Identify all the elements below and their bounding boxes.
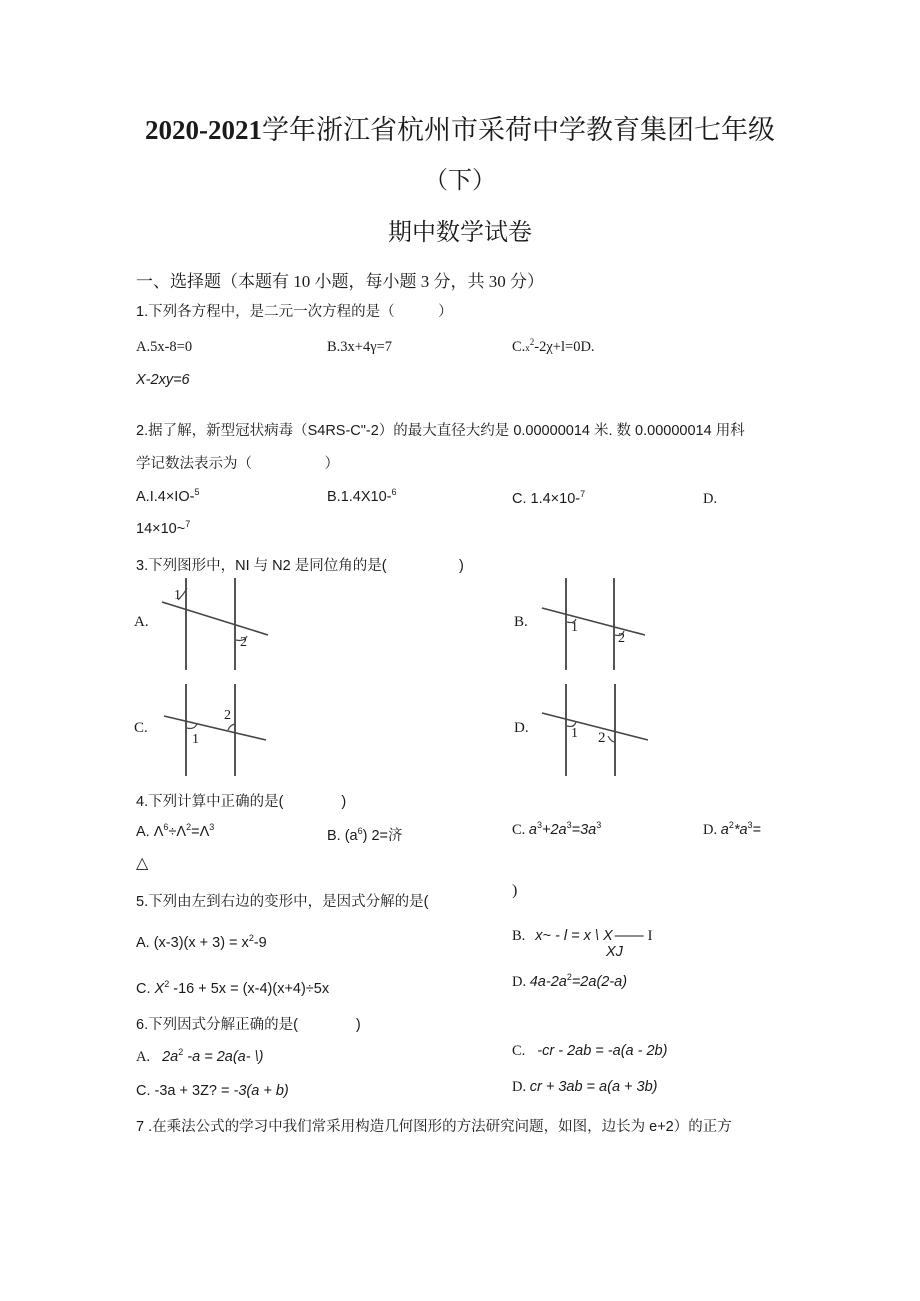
exponent: 2 [186, 822, 192, 832]
question-6-option-d [512, 1079, 658, 1096]
math-expr: -a = 2a(a- \) [183, 1049, 264, 1065]
question-2-option-b [327, 489, 397, 505]
option-label: D. [703, 822, 721, 838]
math-expr: a [528, 822, 537, 838]
question-5-stem: 5.下列由左到右边的变形中，是因式分解的是( [136, 894, 429, 910]
math-expr: 4a-2a [529, 974, 567, 990]
option-label: D. [512, 1079, 530, 1095]
math-expr: I [647, 928, 653, 944]
question-1-option-d: X-2xy=6 [136, 372, 190, 388]
math-expr: a [720, 822, 729, 838]
question-5-option-d [512, 974, 627, 991]
exponent: 3 [566, 820, 572, 830]
exponent: 3 [747, 820, 753, 830]
math-expr: X [154, 981, 165, 997]
exponent: 2 [178, 1047, 184, 1057]
question-5-stem-close: ) [512, 882, 518, 899]
math-expr: 14×10~ [136, 521, 186, 537]
exponent: 7 [580, 489, 586, 499]
math-expr: =Λ [191, 824, 210, 840]
option-label: C. [136, 981, 155, 997]
math-expr: ÷Λ [168, 824, 187, 840]
angle-1-label: 1 [571, 620, 578, 635]
question-3-stem: 3.下列图形中，NI 与 N2 是同位角的是( ) [136, 558, 464, 574]
question-1-option-c [512, 339, 595, 356]
math-expr: cr + 3ab = a(a + 3b) [529, 1079, 658, 1095]
angle-2-label: 2 [618, 631, 625, 646]
exam-subtitle-name: 期中数学试卷 [388, 220, 532, 246]
exponent: 6 [391, 487, 397, 497]
exponent: 2 [566, 972, 572, 982]
angle-1-label: 1 [571, 726, 578, 741]
math-expr: -9 [253, 935, 267, 951]
question-4-option-d [703, 822, 761, 839]
exponent: 2 [728, 820, 734, 830]
math-expr: -3(a + b) [233, 1083, 289, 1099]
math-expr: +2a [542, 822, 567, 838]
exponent: 3 [537, 820, 543, 830]
exponent: 3 [596, 820, 602, 830]
figure-label: C. [134, 720, 148, 736]
exponent: 6 [163, 822, 169, 832]
math-expr: = [752, 822, 762, 838]
exponent: 7 [185, 519, 191, 529]
exponent: 2 [529, 337, 535, 347]
figure-d [514, 684, 654, 776]
exponent: 2 [248, 933, 254, 943]
question-6-option-c-second [136, 1083, 289, 1100]
exponent: 5 [194, 487, 200, 497]
question-2-stem-line2: 学记数法表示为（ ） [136, 456, 339, 472]
figure-a [136, 578, 276, 670]
math-expr: A. (x-3)(x + 3) = x [136, 935, 249, 951]
option-label: C. [512, 1043, 526, 1059]
figure-b [514, 578, 654, 670]
exponent: 3 [209, 822, 215, 832]
math-expr: B. (a [327, 828, 358, 844]
figure-label: A. [134, 614, 149, 630]
question-7-stem: 7 .在乘法公式的学习中我们常采用构造几何图形的方法研究问题，如图，边长为 e+2）的正方 [136, 1119, 732, 1135]
math-expr: C. -3a + 3Z? = [136, 1083, 234, 1099]
exam-title [0, 108, 920, 147]
exponent: 2 [164, 979, 170, 989]
math-expr: B.1.4X10- [327, 489, 392, 505]
option-label: C. [512, 822, 529, 838]
math-expr: *a [733, 822, 748, 838]
math-expr: =2a(2-a) [571, 974, 628, 990]
section-heading: 一、选择题（本题有 10 小题，每小题 3 分，共 30 分） [136, 272, 544, 291]
question-6-option-c-first [512, 1043, 667, 1060]
option-label: B. [512, 928, 526, 944]
question-2-option-d-label: D. [703, 491, 718, 507]
math-expr: C. 1.4×10- [512, 491, 581, 507]
question-1-option-a: A.5x-8=0 [136, 339, 193, 355]
question-2-option-a [136, 489, 199, 505]
question-5-option-b-subscript: XJ [606, 944, 623, 960]
question-5-option-b [512, 928, 653, 945]
option-label: D. [512, 974, 530, 990]
exam-title-year: 2020-2021 [145, 115, 262, 145]
math-expr: -cr - 2ab = -a(a - 2b) [537, 1043, 668, 1059]
angle-1-label: 1 [192, 732, 199, 747]
math-expr: -16 + 5x = (x-4)(x+4)÷5x [169, 981, 330, 997]
question-1-stem: 1.下列各方程中，是二元一次方程的是（ ） [136, 304, 453, 320]
question-4-option-a [136, 824, 214, 840]
angle-2-label: 2 [224, 708, 231, 723]
question-2-option-c [512, 491, 585, 507]
exponent: 6 [357, 826, 363, 836]
angle-2-label: 2 [240, 635, 247, 650]
math-expr: ) 2=济 [362, 828, 403, 844]
math-expr: -2χ+l=0D. [534, 339, 595, 355]
angle-2-label: 2 [598, 730, 606, 746]
option-label: C. [512, 339, 526, 355]
exam-title-text: 学年浙江省杭州市采荷中学教育集团七年级 [262, 115, 775, 145]
question-4-stem: 4.下列计算中正确的是( ) [136, 794, 347, 810]
fraction-bar: —— [614, 928, 644, 944]
math-var: x [525, 343, 530, 353]
math-expr: =3a [571, 822, 597, 838]
question-5-option-a [136, 935, 267, 951]
question-6-option-a [136, 1049, 263, 1066]
question-2-option-d [136, 521, 190, 537]
angle-1-label: 1 [174, 588, 181, 603]
question-4-option-c [512, 822, 601, 839]
question-6-stem: 6.下列因式分解正确的是( ) [136, 1017, 361, 1033]
question-2-stem-line1: 2.据了解，新型冠状病毒（S4RS-C"-2）的最大直径大约是 0.00000014 米. 数 0.00000014 用科 [136, 423, 745, 439]
math-expr: 2a [162, 1049, 179, 1065]
figure-c [136, 684, 276, 776]
question-4-option-d-wrap: △ [136, 855, 149, 872]
option-label: A. [136, 1049, 151, 1065]
figure-label: B. [514, 614, 528, 630]
math-expr: x~ - l = x \ X [535, 928, 613, 944]
math-expr: A. Λ [136, 824, 164, 840]
question-5-option-c [136, 981, 329, 998]
question-1-option-b: B.3x+4γ=7 [327, 339, 393, 355]
question-4-option-b [327, 824, 403, 845]
exam-subtitle-term: （下） [424, 168, 496, 194]
figure-label: D. [514, 720, 529, 736]
math-expr: A.I.4×IO- [136, 489, 195, 505]
